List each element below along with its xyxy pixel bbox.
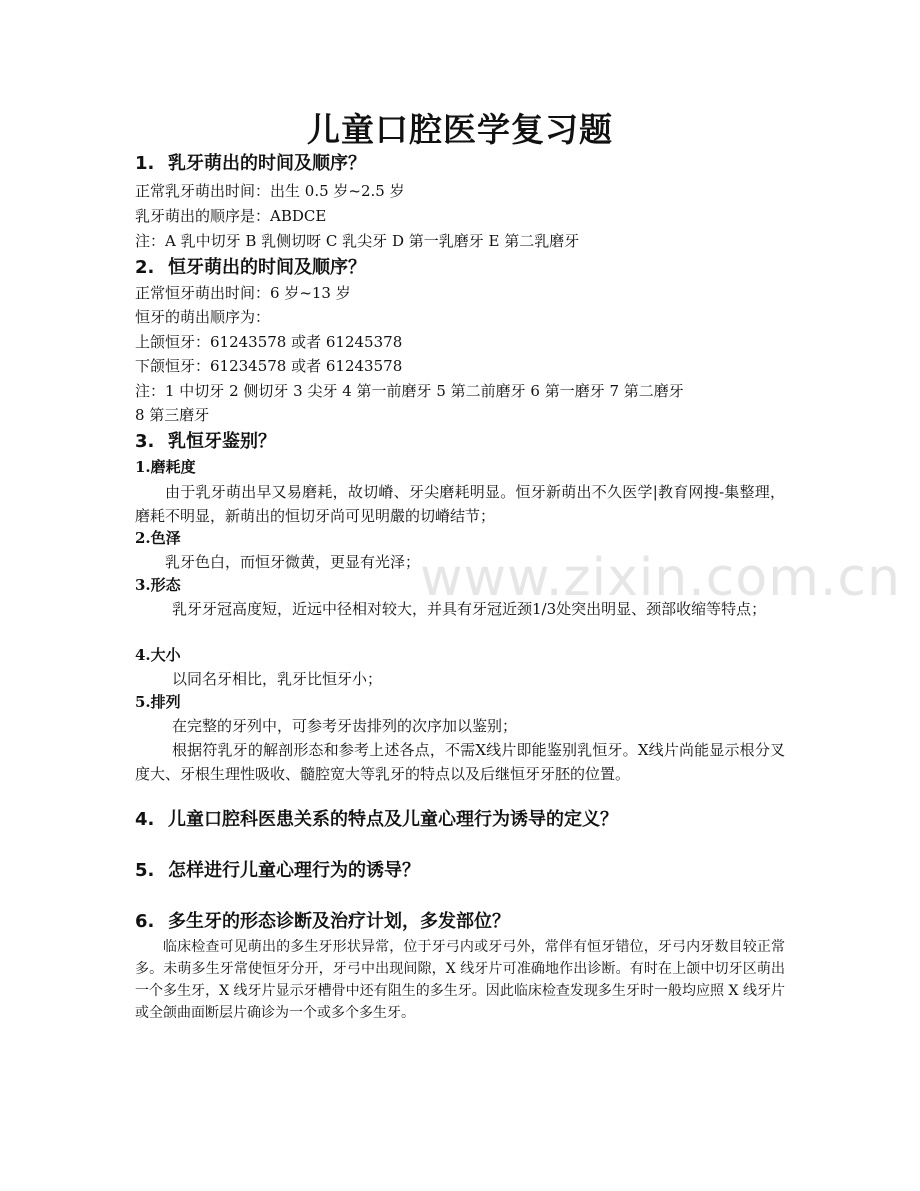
- text-line: 8 第三磨牙: [135, 406, 210, 424]
- text-line: 正常乳牙萌出时间：出生 0.5 岁~2.5 岁: [135, 182, 405, 200]
- text-line: 上颌恒牙：61243578 或者 61245378: [135, 333, 403, 351]
- section-title: 儿童口腔科医患关系的特点及儿童心理行为诱导的定义？: [168, 809, 618, 830]
- item-text: 乳牙牙冠高度短，近远中径相对较大，并具有牙冠近颈1/3处突出明显、颈部收缩等特点；: [172, 600, 767, 618]
- section-2-heading: [135, 256, 366, 280]
- item-text: 在完整的牙列中，可参考牙齿排列的次序加以鉴别；: [172, 717, 518, 735]
- section-title: 多生牙的形态诊断及治疗计划，多发部位？: [168, 911, 510, 932]
- section-title: 乳牙萌出的时间及顺序？: [168, 153, 366, 174]
- section-3-heading: [135, 430, 276, 454]
- item-label: 5.排列: [135, 693, 181, 711]
- section-number: 4.: [135, 809, 155, 830]
- section-5-heading: [135, 859, 420, 883]
- watermark: www.zixin.com.cn: [420, 548, 901, 608]
- section-number: 1.: [135, 153, 155, 174]
- section-closing-paragraph: 根据符乳牙的解剖形态和参考上述各点，不需X线片即能鉴别乳恒牙。X线片尚能显示根分叉度大、牙根生理性吸收、髓腔宽大等乳牙的特点以及后继恒牙牙胚的位置。: [135, 741, 785, 783]
- text-line: 下颌恒牙：61234578 或者 61243578: [135, 357, 403, 375]
- item-label: 2.色泽: [135, 529, 181, 547]
- section-number: 2.: [135, 257, 155, 278]
- text-line: 恒牙的萌出顺序为：: [135, 308, 271, 326]
- item-label: 1.磨耗度: [135, 458, 196, 476]
- section-6-heading: [135, 910, 510, 934]
- document-title: 儿童口腔医学复习题: [307, 110, 613, 149]
- text-line: 乳牙萌出的顺序是：ABDCE: [135, 207, 327, 225]
- item-text: 乳牙色白，而恒牙微黄，更显有光泽；: [165, 553, 421, 571]
- section-title: 恒牙萌出的时间及顺序？: [168, 257, 366, 278]
- section-number: 3.: [135, 431, 155, 452]
- item-text: 以同名牙相比，乳牙比恒牙小；: [172, 670, 383, 688]
- item-label: 4.大小: [135, 646, 181, 664]
- section-paragraph: 临床检查可见萌出的多生牙形状异常，位于牙弓内或牙弓外，常伴有恒牙错位，牙弓内牙数目较正常多。未萌多生牙常使恒牙分开，牙弓中出现间隙，X 线牙片可准确地作出诊断。有时在上颌中切牙区萌出一个多生牙，X 线牙片显示牙槽骨中还有阻生的多生牙。因此临床检查发现多生牙时一般均应照 X 线牙片或全颌曲面断层片确诊为一个或多个多生牙。: [135, 939, 785, 1021]
- text-line: 注：A 乳中切牙 B 乳侧切呀 C 乳尖牙 D 第一乳磨牙 E 第二乳磨牙: [135, 232, 580, 250]
- section-4-heading: [135, 808, 618, 832]
- section-title: 怎样进行儿童心理行为的诱导？: [168, 860, 420, 881]
- item-label: 3.形态: [135, 576, 181, 594]
- item-text: 由于乳牙萌出早又易磨耗，故切嵴、牙尖磨耗明显。恒牙新萌出不久医学|教育网搜-集整理，磨耗不明显，新萌出的恒切牙尚可见明嚴的切嵴结节；: [135, 483, 785, 525]
- section-title: 乳恒牙鉴别？: [168, 431, 276, 452]
- text-line: 注：1 中切牙 2 侧切牙 3 尖牙 4 第一前磨牙 5 第二前磨牙 6 第一磨牙 7 第二磨牙: [135, 382, 684, 400]
- section-1-heading: [135, 152, 366, 176]
- text-line: 正常恒牙萌出时间：6 岁~13 岁: [135, 284, 351, 302]
- section-number: 5.: [135, 860, 155, 881]
- section-number: 6.: [135, 911, 155, 932]
